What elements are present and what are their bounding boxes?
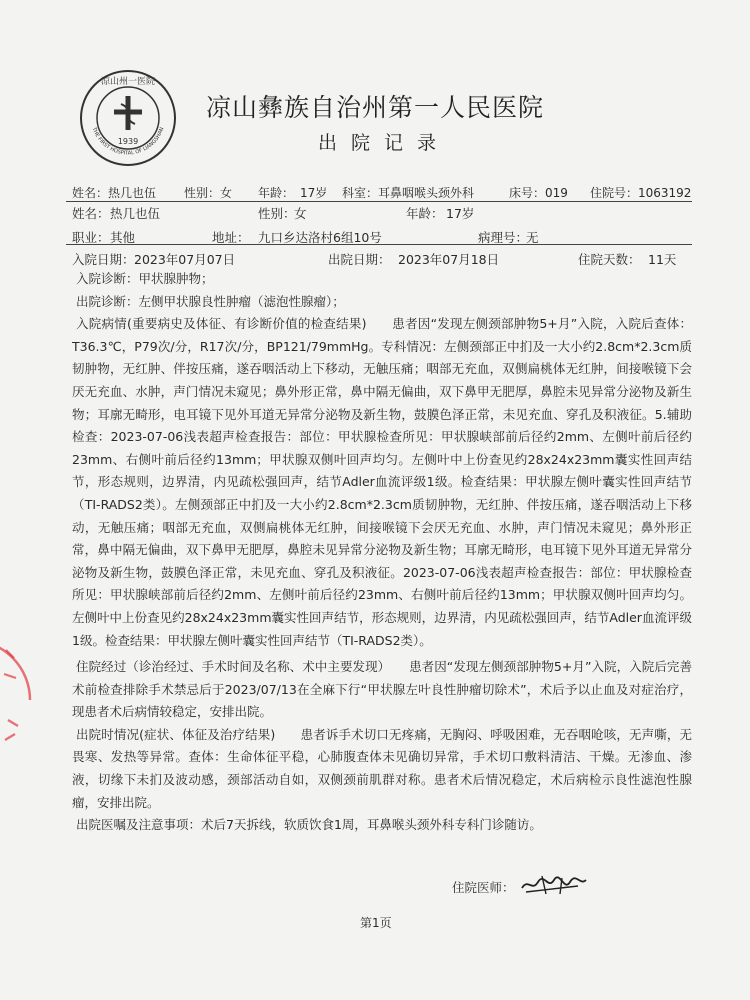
discharge-advice: 出院医嘱及注意事项：术后7天拆线，软质饮食1周，耳鼻喉头颈外科专科门诊随访。	[76, 817, 542, 833]
pathology-label: 病理号：	[478, 230, 529, 245]
days-label: 住院天数：	[578, 252, 641, 267]
age-label: 年龄：	[406, 206, 444, 221]
header-name: 姓名：热几也伍	[72, 186, 157, 200]
record-body	[72, 268, 692, 837]
document-title: 出院记录	[318, 132, 451, 154]
physician-signature	[518, 872, 588, 898]
hospital-name: 凉山彝族自治州第一人民医院	[206, 93, 545, 122]
header-admission-no: 住院号：1063192	[590, 186, 692, 200]
sex-label: 性别：	[258, 206, 296, 221]
job-label: 职业：	[72, 230, 110, 245]
stay-days: 11天	[648, 252, 677, 267]
hospital-course: 住院经过（诊治经过、手术时间及名称、术中主要发现） 患者因“发现左侧颈部肿物5+月”入院，入院后完善术前检查排除手术禁忌后于2023/07/13在全麻下行“甲状腺左叶良性肿瘤切除术”，术后予以止血及对症治疗，现患者术后病情较稳定，安排出院。	[72, 659, 692, 720]
svg-text:凉山州一医院: 凉山州一医院	[100, 77, 156, 87]
patient-divider	[66, 244, 692, 245]
admission-diagnosis: 入院诊断：甲状腺肿物；	[76, 271, 214, 286]
resident-physician-label: 住院医师：	[452, 880, 515, 895]
name-label: 姓名：	[72, 206, 110, 221]
hospital-logo	[78, 68, 178, 168]
admit-date: 2023年07月07日	[134, 252, 236, 267]
admit-label: 入院日期：	[72, 252, 135, 267]
page-number: 第1页	[360, 916, 392, 930]
svg-text:THE FIRST HOSPITAL OF LIANGSHA: THE FIRST HOSPITAL OF LIANGSHAN	[90, 126, 166, 157]
header-bed: 床号：019	[509, 186, 568, 200]
patient-pathology: 无	[526, 230, 539, 245]
red-stamp	[0, 630, 40, 760]
svg-text:1939: 1939	[117, 137, 139, 146]
header-dept: 科室：耳鼻咽喉头颈外科	[342, 186, 475, 200]
patient-sex: 女	[294, 206, 307, 221]
discharge-condition: 出院时情况(症状、体征及治疗结果) 患者诉手术切口无疼痛，无胸闷、呼吸困难，无吞咽呛咳，无声嘶，无畏寒、发热等异常。查体：生命体征平稳，心肺腹查体未见确切异常，手术切口敷料清洁、干燥。无渗血、渗液，切缘下未扪及波动感，颈部活动自如，双侧颈前肌群对称。患者术后情况稳定，术后病检示良性滤泡性腺瘤，安排出院。	[72, 726, 692, 810]
discharge-label: 出院日期：	[328, 252, 391, 267]
patient-age: 17岁	[446, 206, 475, 221]
header-divider	[66, 201, 692, 202]
discharge-diagnosis: 出院诊断：左侧甲状腺良性肿瘤（滤泡性腺瘤）；	[76, 293, 345, 309]
header-age: 年龄： 17岁	[258, 186, 328, 200]
admission-condition: 入院病情(重要病史及体征、有诊断价值的检查结果) 患者因“发现左侧颈部肿物5+月”入院，入院后查体：T36.3℃，P79次/分，R17次/分，BP121/79mmHg。专科情况：左侧颈部正中扪及一大小约2.8cm*2.3cm质韧肿物，无红肿、伴按压痛，遂吞咽活动上下移动，无触压痛；咽部无充血，双侧扁桃体无红肿，间接喉镜下会厌无充血、水肿，声门情况未窥见；鼻外形正常，鼻中隔无偏曲，双下鼻甲无肥厚，鼻腔未见异常分泌物及新生物；耳廓无畸形，电耳镜下见外耳道无异常分泌物及新生物，鼓膜色泽正常，未见充血、穿孔及积液征。5.辅助检查：2023-07-06浅表超声检查报告：部位：甲状腺检查所见：甲状腺峡部前后径约2mm、左侧叶前后径约23mm、右侧叶前后径约13mm；甲状腺双侧叶回声均匀。左侧叶中上份查见约28x24x23mm囊实性回声结节，形态规则，边界清，内见疏松强回声，结节Adler血流评级1级。检查结果：甲状腺左侧叶囊实性回声结节（TI-RADS2类）。左侧颈部正中扪及一大小约2.8cm*2.3cm质韧肿物，无红肿、伴按压痛，遂吞咽活动上下移动，无触压痛；咽部无充血，双侧扁桃体无红肿，间接喉镜下会厌无充血、水肿，声门情况未窥见；鼻外形正常，鼻中隔无偏曲，双下鼻甲无肥厚，鼻腔未见异常分泌物及新生物；耳廓无畸形，电耳镜下见外耳道无异常分泌物及新生物，鼓膜色泽正常，未见充血、穿孔及积液征。2023-07-06浅表超声检查报告：部位：甲状腺检查所见：甲状腺峡部前后径约2mm、左侧叶前后径约23mm、右侧叶前后径约13mm；甲状腺双侧叶回声均匀。左侧叶中上份查见约28x24x23mm囊实性回声结节，形态规则，边界清，内见疏松强回声，结节Adler血流评级1级。检查结果：甲状腺左侧叶囊实性回声结节（TI-RADS2类）。	[72, 316, 692, 648]
patient-address: 九口乡达洛村6组10号	[258, 230, 382, 245]
address-label: 地址：	[212, 230, 250, 245]
patient-name: 热几也伍	[110, 206, 161, 221]
header-sex: 性别：女	[184, 186, 233, 200]
patient-job: 其他	[110, 230, 136, 245]
discharge-date: 2023年07月18日	[398, 252, 500, 267]
